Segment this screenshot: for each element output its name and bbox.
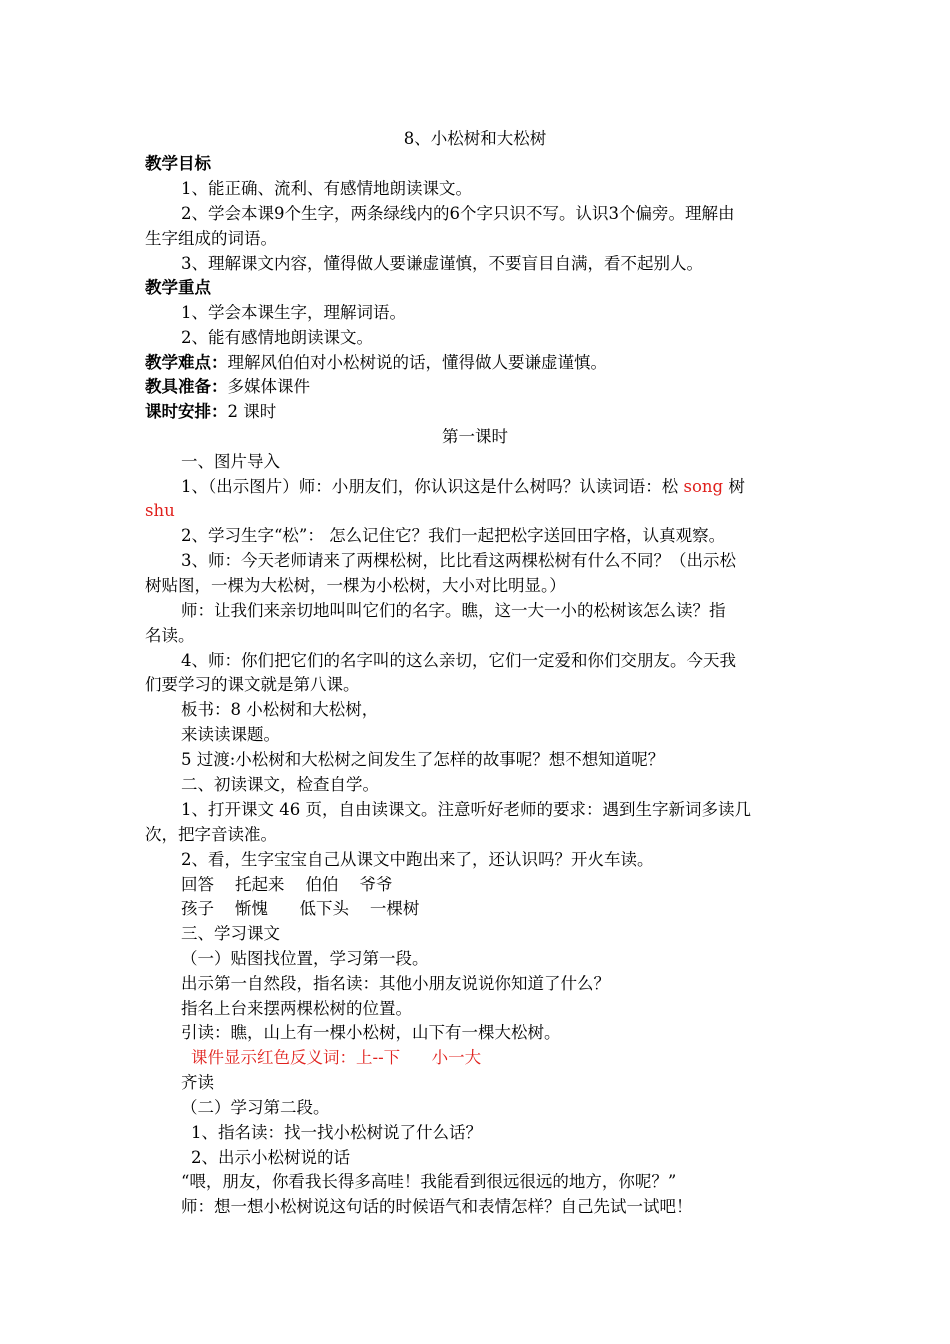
- part2-p1-line-1: 1、打开课文 46 页，自由读课文。注意听好老师的要求：遇到生字新词多读几: [181, 800, 751, 819]
- part1-transition: 5 过渡:小松树和大松树之间发生了怎样的故事呢？想不想知道呢？: [181, 750, 665, 769]
- document-title: 8、小松树和大松树: [403, 129, 547, 148]
- part3-sec1-heading: （一）贴图找位置，学习第一段。: [181, 949, 429, 968]
- part2-p1-line-2: 次，把字音读准。: [145, 825, 277, 844]
- part3-sec2-p1: 1、指名读：找一找小松树说了什么话？: [191, 1123, 482, 1142]
- part1-p1-text-tree: 树: [723, 477, 745, 496]
- lesson-heading: 第一课时: [442, 427, 508, 446]
- part3-sec2-quote: “喂，朋友，你看我长得多高哇！我能看到很远很远的地方，你呢？”: [181, 1172, 677, 1191]
- objective-2-line-2: 生字组成的词语。: [145, 229, 277, 248]
- part3-sec1-p4: 齐读: [181, 1073, 214, 1092]
- schedule-line: [145, 400, 276, 424]
- part1-p3-line-1: 3、师：今天老师请来了两棵松树，比比看这两棵松树有什么不同？（出示松: [181, 551, 736, 570]
- part1-p5-line-2: 们要学习的课文就是第八课。: [145, 675, 360, 694]
- part1-p1-text: 1、（出示图片）师：小朋友们，你认识这是什么树吗？认读词语：松: [181, 477, 684, 496]
- difficulty-text: 理解风伯伯对小松树说的话，懂得做人要谦虚谨慎。: [227, 353, 607, 372]
- objective-2-line-1: 2、学会本课9个生字，两条绿线内的6个字只识不写。认识3个偏旁。理解由: [181, 204, 735, 223]
- part1-p1-line-1: [181, 475, 745, 499]
- part2-words-1: 回答 托起来 伯伯 爷爷: [181, 875, 393, 894]
- difficulty-label: 教学难点：: [145, 353, 228, 372]
- objective-1: 1、能正确、流利、有感情地朗读课文。: [181, 179, 472, 198]
- part3-sec1-p3: 引读：瞧，山上有一棵小松树，山下有一棵大松树。: [181, 1023, 561, 1042]
- part1-heading: 一、图片导入: [181, 452, 280, 471]
- part3-sec1-p1: 出示第一自然段，指名读：其他小朋友说说你知道了什么？: [181, 974, 610, 993]
- pinyin-song: song: [683, 477, 724, 496]
- part2-heading: 二、初读课文，检查自学。: [181, 775, 379, 794]
- schedule-label: 课时安排：: [145, 402, 228, 421]
- part3-sec1-red-note: 课件显示红色反义词：上--下 小一大: [191, 1048, 482, 1067]
- part1-p5-line-1: 4、师：你们把它们的名字叫的这么亲切，它们一定爱和你们交朋友。今天我: [181, 651, 736, 670]
- schedule-text: 2 课时: [227, 402, 277, 421]
- objectives-heading: 教学目标: [145, 154, 211, 173]
- part3-sec2-heading: （二）学习第二段。: [181, 1098, 330, 1117]
- part2-words-2: 孩子 惭愧 低下头 一棵树: [181, 899, 420, 918]
- tools-label: 教具准备：: [145, 377, 228, 396]
- objective-3: 3、理解课文内容，懂得做人要谦虚谨慎，不要盲目自满，看不起别人。: [181, 254, 703, 273]
- part2-p2: 2、看，生字宝宝自己从课文中跑出来了，还认识吗？开火车读。: [181, 850, 654, 869]
- part3-sec2-p2: 2、出示小松树说的话: [191, 1148, 350, 1167]
- pinyin-shu: shu: [145, 501, 175, 520]
- difficulty-line: [145, 351, 607, 375]
- part3-heading: 三、学习课文: [181, 924, 280, 943]
- key-point-2: 2、能有感情地朗读课文。: [181, 328, 373, 347]
- part1-p3-line-2: 树贴图，一棵为大松树，一棵为小松树，大小对比明显。）: [145, 576, 566, 595]
- part1-board: 板书：8 小松树和大松树，: [181, 700, 379, 719]
- part1-p2: 2、学习生字“松”： 怎么记住它？我们一起把松字送回田字格，认真观察。: [181, 526, 726, 545]
- part3-sec1-p2: 指名上台来摆两棵松树的位置。: [181, 999, 412, 1018]
- key-point-1: 1、学会本课生字，理解词语。: [181, 303, 406, 322]
- tools-text: 多媒体课件: [227, 377, 310, 396]
- part1-read-title: 来读读课题。: [181, 725, 280, 744]
- key-points-heading: 教学重点: [145, 278, 211, 297]
- tools-line: [145, 375, 310, 399]
- part1-p4-line-1: 师：让我们来亲切地叫叫它们的名字。瞧，这一大一小的松树该怎么读？指: [181, 601, 726, 620]
- part3-sec2-p3: 师：想一想小松树说这句话的时候语气和表情怎样？自己先试一试吧！: [181, 1197, 693, 1216]
- part1-p4-line-2: 名读。: [145, 626, 195, 645]
